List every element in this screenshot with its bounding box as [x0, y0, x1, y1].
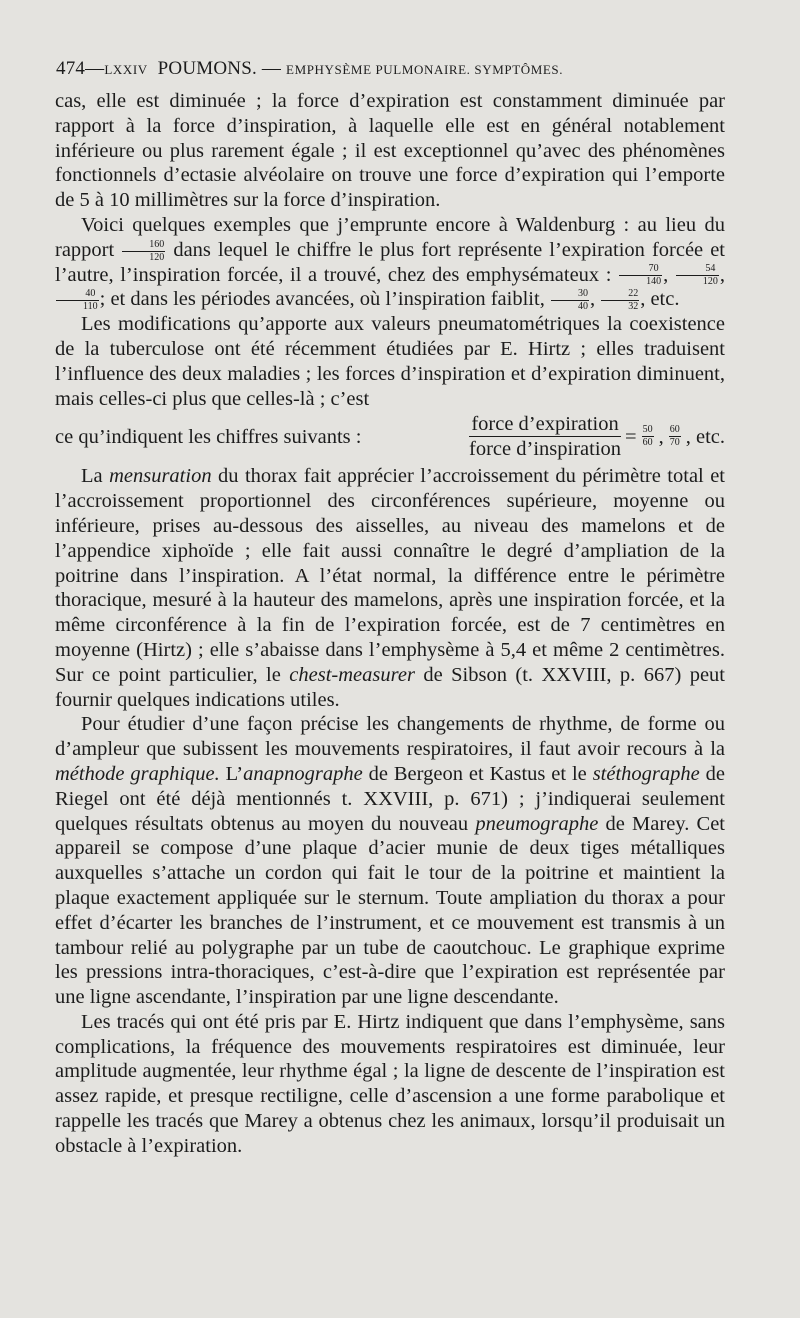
page-number: 474— [56, 58, 105, 79]
paragraph-4-part-c: de Sibson (t. XXVIII, p. 667) peut fournir quelques indications utiles. [55, 663, 726, 711]
term-chest-measurer: chest-measurer [289, 663, 415, 686]
paragraph-5-part-d: de Riegel ont été déjà mentionnés t. XXVIII, p. 671) ; j’indiquerai seulement quelques résultats obtenus au moyen du nouveau [55, 762, 725, 835]
paragraph-3: Les modifications qu’apporte aux valeurs pneumatométriques la coexistence de la tuberculose ont été récemment étudiées par E. Hirtz ; elles traduisent l’influence des deux maladies ; les forces d’inspiration et d’expiration diminuent, mais celles-ci plus que celles-là ; c’est [55, 313, 725, 410]
fraction-40-110: $\frac{40}{110}$ [56, 289, 99, 312]
running-header [56, 58, 746, 80]
equation-tail: , etc. [685, 425, 725, 448]
term-stethographe: stéthographe [592, 762, 700, 785]
force-ratio-numerator: force d’expiration [469, 413, 621, 437]
fraction-22-32: $\frac{22}{32}$ [601, 289, 639, 312]
term-pneumographe: pneumographe [475, 812, 599, 835]
fraction-60-70: $\frac{60}{70}$ [669, 424, 680, 449]
paragraph-2-part-c: ; et dans les périodes avancées, où l’inspiration faiblit, [99, 288, 545, 311]
paragraph-5-part-e: de Marey. Cet appareil se compose d’une plaque d’acier munie de deux tiges métalliques auxquelles s’attache un cordon qui fait le tour de la poitrine et maintient la plaque exactement appliquée sur le sternum. Toute ampliation du thorax a pour effet d’écarter les branches de l’instrument, et ce mouvement est transmis à un tambour relié au polygraphe par un tube de caoutchouc. Le graphique exprime les pressions intra-thoraciques, c’est-à-dire que l’expiration est représentée par une ligne ascendante, l’inspiration par une ligne descendante. [55, 812, 725, 1009]
paragraph-5-part-c: de Bergeon et Kastus et le [368, 762, 587, 785]
header-dash: — [261, 58, 282, 79]
equation-lead: ce qu’indiquent les chiffres suivants : [55, 425, 362, 448]
fraction-70-140: $\frac{70}{140}$ [619, 264, 662, 287]
paragraph-5 [55, 712, 725, 1010]
term-anapnographe: anapnographe [243, 762, 363, 785]
page-body [55, 89, 725, 1159]
volume-number: LXXIV [104, 62, 148, 77]
paragraph-6: Les tracés qui ont été pris par E. Hirtz indiquent que dans l’emphysème, sans complications, la fréquence des mouvements respiratoires est diminuée, leur amplitude augmentée, leur rhythme égal ; la ligne de descente de l’inspiration est assez rapide, et presque rectiligne, celle d’ascension a une forme parabolique et rappelle les tracés que Marey a obtenus chez les animaux, lorsqu’il produisait un obstacle à l’expiration. [55, 1010, 725, 1157]
paragraph-2-part-d: , etc. [640, 288, 680, 311]
term-methode-graphique: méthode graphique. [55, 762, 220, 785]
paragraph-4-part-a: La [81, 465, 103, 488]
paragraph-5-part-a: Pour étudier d’une façon précise les changements de rhythme, de forme ou d’ampleur que subissent les mouvements respiratoires, il faut avoir recours à la [55, 713, 725, 761]
paragraph-5-part-b: L’ [225, 762, 244, 785]
paragraph-2: Voici quelques exemples que j’emprunte encore à Waldenburg : au lieu du rapport $\frac{160}{120}$ dans lequel le chiffre le plus fort représente l’expiration forcée et l’autre, l’inspiration forcée, il a trouvé, chez des emphysémateux : $\frac{70}{140}$ , $\frac{54}{120}$ , $\frac{40}{110}$ ; et dans les périodes avancées, où l’inspiration faiblit, $\frac{30}{40}$ , $\frac{22}{32}$ , etc. [55, 213, 726, 313]
header-title: POUMONS. [157, 58, 257, 79]
paragraph-2-part-a: Voici quelques exemples que j’emprunte encore à Waldenburg : au lieu du rapport [55, 213, 725, 261]
fraction-54-120: $\frac{54}{120}$ [676, 264, 719, 287]
header-section: EMPHYSÈME PULMONAIRE. SYMPTÔMES. [286, 62, 564, 77]
paragraph-2-part-b: dans lequel le chiffre le plus fort représente l’expiration forcée et l’autre, l’inspiration forcée, il a trouvé, chez des emphysémateux : [55, 238, 726, 286]
paragraph-4-part-b: du thorax fait apprécier l’accroissement du périmètre total et l’accroissement proportionnel des circonférences supérieure, moyenne ou inférieure, prises au-dessous des aisselles, au niveau des mamelons et de l’appendice xiphoïde ; elle fait aussi connaître le degré d’ampliation de la poitrine dans l’inspiration. A l’état normal, la différence entre le périmètre thoracique, mesuré à la hauteur des mamelons, après une inspiration forcée, et la même circonférence à la fin de l’expiration forcée, est de 7 centimètres en moyenne (Hirtz) ; elle s’abaisse dans l’emphysème à 5,4 et même 2 centimètres. Sur ce point particulier, le [55, 465, 725, 686]
force-ratio-fraction [469, 413, 621, 460]
fraction-30-40: $\frac{30}{40}$ [551, 289, 589, 312]
fraction-50-60: $\frac{50}{60}$ [642, 424, 653, 449]
equals-sign: = [625, 425, 637, 448]
fraction-160-120: $\frac{160}{120}$ [122, 240, 165, 263]
paragraph-1: cas, elle est diminuée ; la force d’expiration est constamment diminuée par rapport à la force d’inspiration, à laquelle elle est en général notablement inférieure ou plus rarement égale ; il est exceptionnel qu’avec des phénomènes fonctionnels d’ectasie alvéolaire on trouve une force d’expiration qui l’emporte de 5 à 10 millimètres sur la force d’inspiration. [55, 90, 725, 212]
ratio-equation [55, 413, 725, 460]
force-ratio-denominator: force d’inspiration [469, 438, 622, 461]
paragraph-4 [55, 464, 725, 712]
equation-rhs: $\frac{\text{force d’expiration}}{\text{force d’inspiration}}$ = $\frac{50}{60}$ , $\frac{60}{70}$ , etc. [469, 413, 725, 461]
term-mensuration: mensuration [109, 465, 212, 488]
